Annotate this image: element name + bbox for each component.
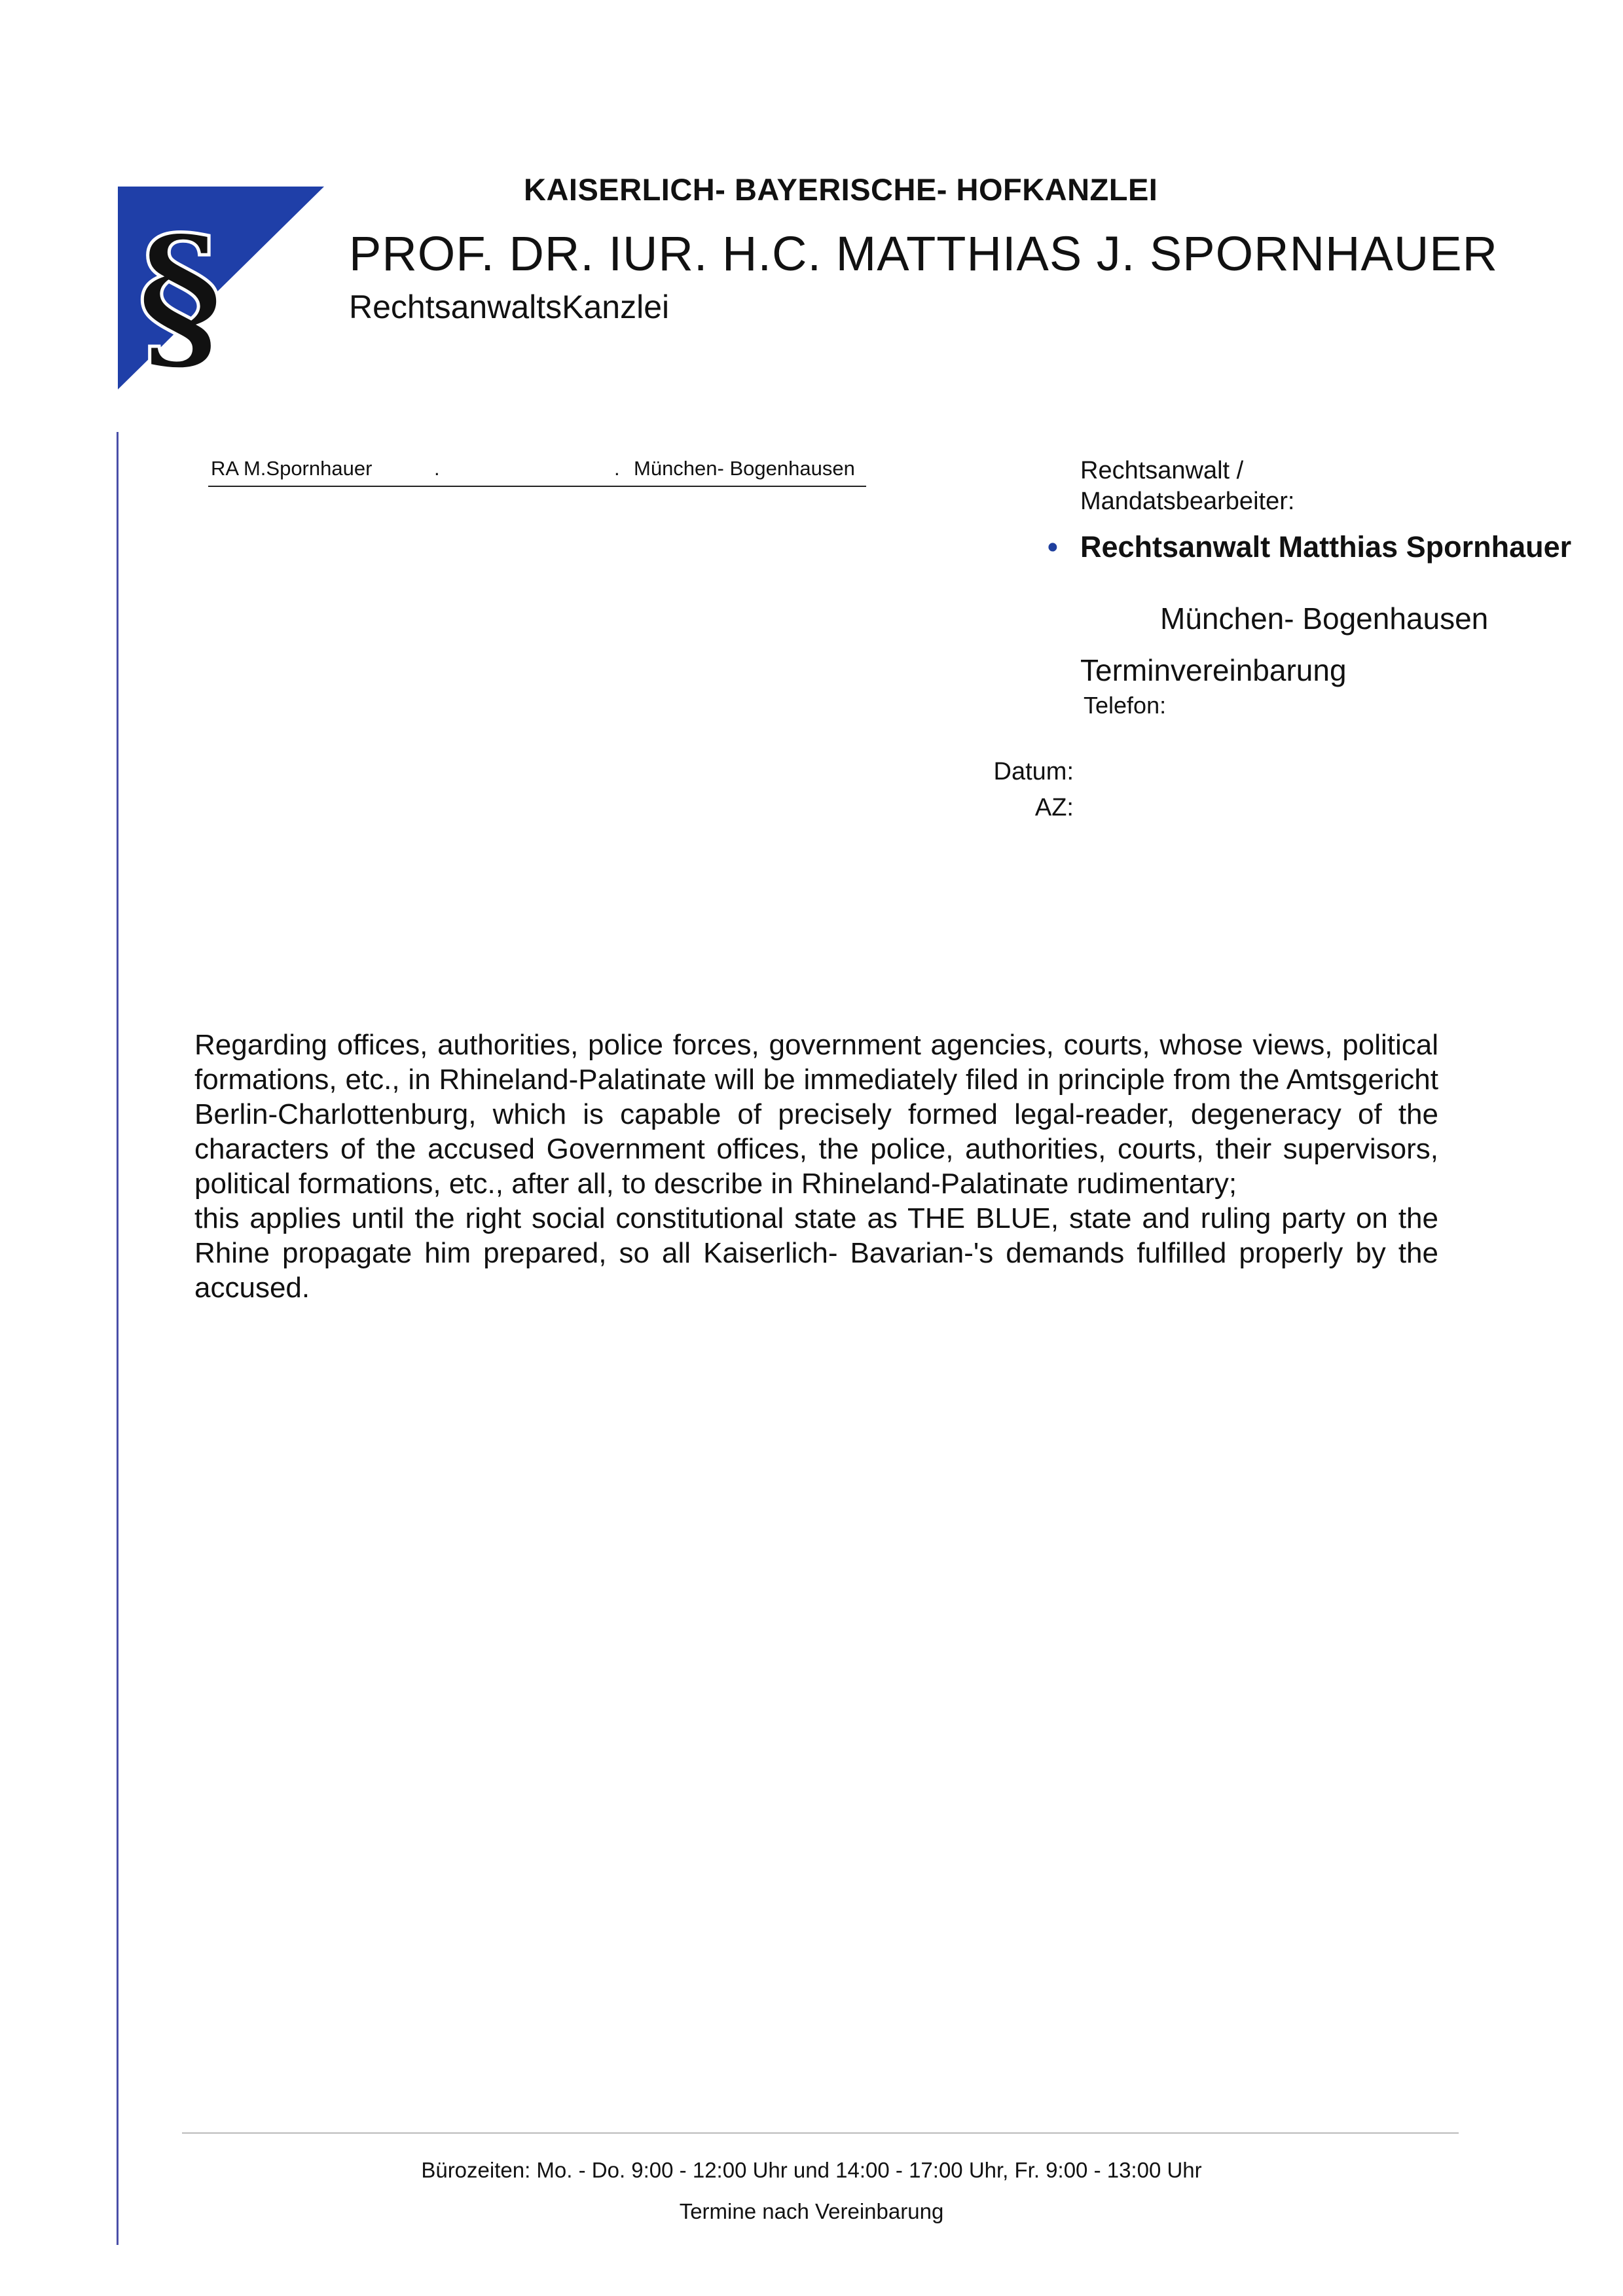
body-paragraph: this applies until the right social constitutional state as THE BLUE, state and ruling party on the Rhine propagate him prepared, so all Kaiserlich- Bavarian-'s demands fulfilled properly by the accused. [194, 1202, 1438, 1304]
firm-subtitle: RechtsanwaltsKanzlei [349, 289, 670, 325]
lawyer-name: Rechtsanwalt Matthias Spornhauer [1080, 530, 1572, 564]
contact-city: München- Bogenhausen [1160, 601, 1489, 636]
date-label: Datum: [993, 758, 1074, 785]
bullet-icon: • [1048, 530, 1058, 564]
phone-label: Telefon: [1084, 692, 1167, 719]
section-sign-icon [118, 187, 324, 389]
body-paragraph: Regarding offices, authorities, police forces, government agencies, courts, whose views, political formations, etc., in Rhineland-Palatinate will be immediately filed in principle from the Amtsgericht Berlin-Charlottenburg, which is capable of precisely formed legal-reader, degeneracy of the characters of the accused Government offices, the police, authorities, courts, their supervisors, political formations, etc., after all, to describe in Rhineland-Palatinate rudimentary; [194, 1029, 1438, 1200]
sender-separator: . [434, 457, 440, 480]
firm-top-title: KAISERLICH- BAYERISCHE- HOFKANZLEI [524, 172, 1158, 207]
logo-section-glyph: § [137, 200, 223, 389]
appointment-label: Terminvereinbarung [1080, 653, 1347, 687]
contact-label: Rechtsanwalt / [1080, 457, 1244, 484]
sender-city: München- Bogenhausen [634, 457, 855, 480]
footer-divider [182, 2132, 1459, 2134]
left-margin-rule [117, 432, 119, 2245]
office-hours: Bürozeiten: Mo. - Do. 9:00 - 12:00 Uhr und 14:00 - 17:00 Uhr, Fr. 9:00 - 13:00 Uhr [421, 2158, 1202, 2182]
contact-label: Mandatsbearbeiter: [1080, 488, 1295, 515]
sender-underline [208, 486, 866, 487]
firm-name: PROF. DR. IUR. H.C. MATTHIAS J. SPORNHAUER [349, 226, 1499, 281]
letter-body [194, 1028, 1438, 1305]
contact-lawyer [1048, 530, 1571, 564]
sender-name: RA M.Spornhauer [211, 457, 373, 480]
reference-label: AZ: [1034, 794, 1074, 821]
sender-separator: . [614, 457, 620, 480]
appointments-note: Termine nach Vereinbarung [679, 2199, 944, 2223]
